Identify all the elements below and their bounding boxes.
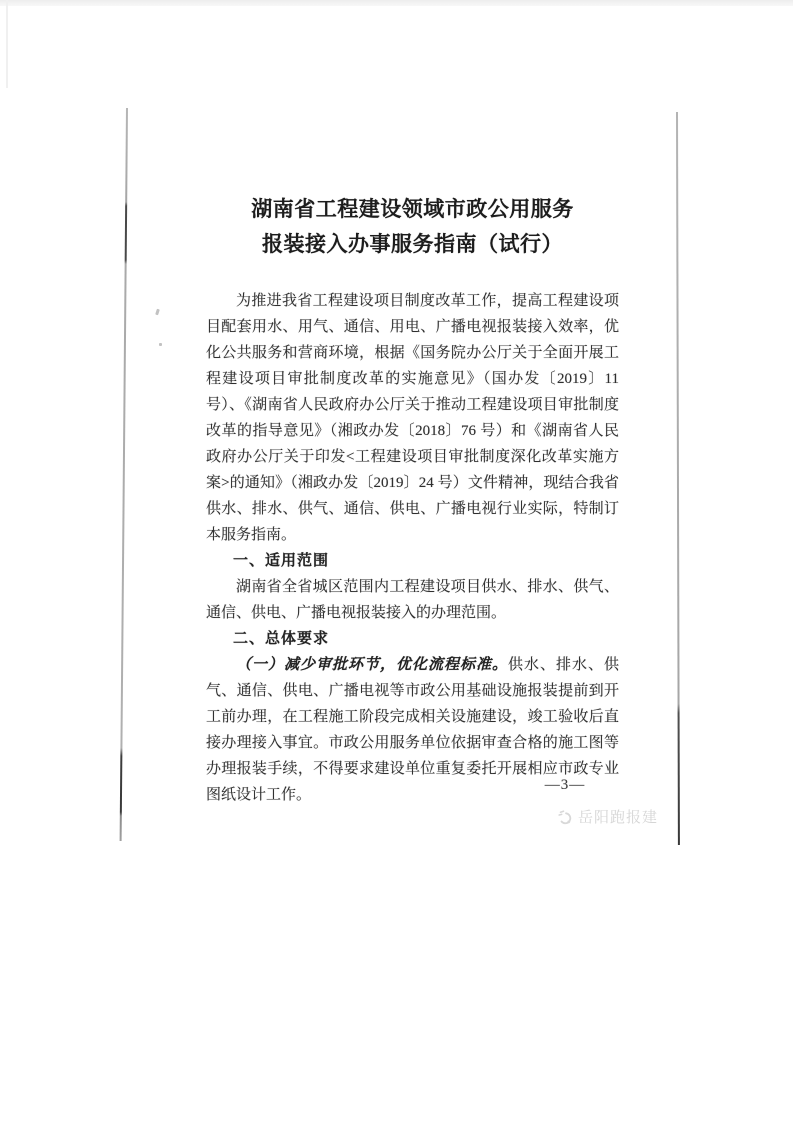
- scan-speck: [155, 309, 160, 316]
- clause-body: 供水、排水、供气、通信、供电、广播电视等市政公用基础设施报装提前到开工前办理，在工程施工阶段完成相关设施建设，竣工验收后直接办理接入事宜。市政公用服务单位依据审查合格的施工图等办理报装手续，不得要求建设单位重复委托开展相应市政专业图纸设计工作。: [206, 657, 619, 803]
- scan-fold-line-left: [120, 108, 128, 841]
- intro-paragraph: 为推进我省工程建设项目制度改革工作，提高工程建设项目配套用水、用气、通信、用电、广播电视报装接入效率，优化公共服务和营商环境，根据《国务院办公厅关于全面开展工程建设项目审批制度改革的实施意见》（国办发〔2019〕11 号）、《湖南省人民政府办公厅关于推动工程建设项目审批制度改革的指导意见》（湘政办发〔2018〕76 号）和《湖南省人民政府办公厅关于印发<工程建设项目审批制度深化改革实施方案>的通知》（湘政办发〔2019〕24 号）文件精神，现结合我省供水、排水、供气、通信、供电、广播电视行业实际，特制订本服务指南。: [206, 293, 619, 543]
- scan-speck: [159, 343, 162, 346]
- document-body: [206, 192, 619, 808]
- section-heading-scope: 一、适用范围: [233, 553, 330, 569]
- document-title: [206, 192, 619, 262]
- section-heading-requirements: 二、总体要求: [233, 631, 330, 647]
- page-number: —3—: [544, 777, 586, 793]
- watermark-text: 岳阳跑报建: [578, 809, 659, 826]
- watermark: [556, 806, 658, 827]
- document-title-line2: 报装接入办事服务指南（试行）: [262, 232, 563, 256]
- runner-swoosh-logo-icon: [556, 808, 574, 826]
- scope-paragraph: 湖南省全省城区范围内工程建设项目供水、排水、供气、通信、供电、广播电视报装接入的办理范围。: [206, 579, 619, 621]
- scan-edge-left: [6, 0, 8, 88]
- document-title-line1: 湖南省工程建设领域市政公用服务: [251, 197, 574, 221]
- clause-lead: （一）减少审批环节，优化流程标准。: [236, 657, 508, 673]
- scan-fold-line-right: [676, 112, 680, 845]
- scan-edge-top: [0, 0, 793, 6]
